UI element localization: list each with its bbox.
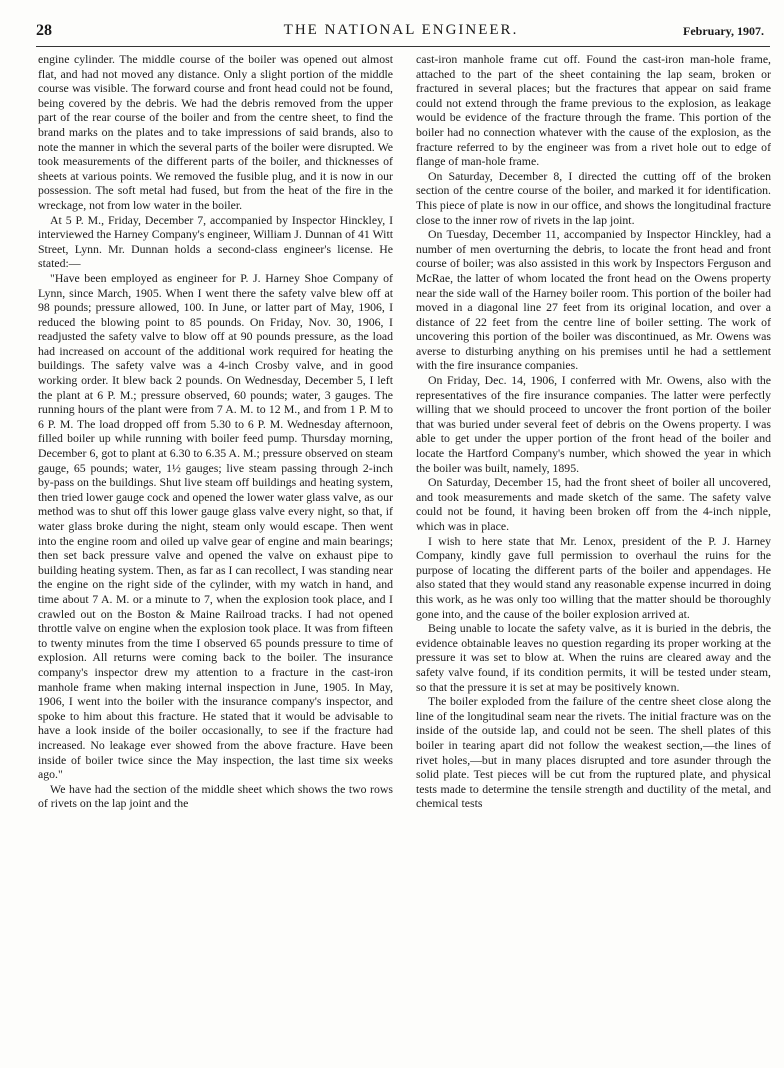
paragraph: At 5 P. M., Friday, December 7, accompanied by Inspector Hinckley, I interviewed the Harney Company's engineer, William J. Dunnan of 41 Witt Street, Lynn. Mr. Dunnan holds a second-class engineer's license. He stated:—: [38, 212, 393, 271]
journal-title: THE NATIONAL ENGINEER.: [283, 22, 519, 38]
left-column: [38, 52, 393, 1068]
paragraph: We have had the section of the middle sheet which shows the two rows of rivets on the lap joint and the: [38, 781, 393, 811]
issue-date: February, 1907.: [683, 24, 764, 38]
header-rule: [36, 46, 770, 47]
paragraph: The boiler exploded from the failure of the centre sheet close along the line of the longitudinal seam near the rivets. The initial fracture was on the inside of the outside lap, and could not be seen. The shell plates of this boiler in tearing apart did not follow the weakest section,—the lines of rivet holes,—but in many places disrupted and tore asunder through the solid plate. Test pieces will be cut from the ruptured plate, and physical tests made to determine the tensile strength and ductility of the metal, and chemical tests: [416, 694, 771, 811]
paragraph: On Friday, Dec. 14, 1906, I conferred with Mr. Owens, also with the representatives of the fire insurance companies. The latter were perfectly willing that we should proceed to uncover the front portion of the boiler that was buried under several feet of debris on the Owens property. I was able to get under the upper portion of the front head of the boiler and locate the Hartford Company's number, which showed the year in which the boiler was built, namely, 1895.: [416, 373, 771, 475]
paragraph: I wish to here state that Mr. Lenox, president of the P. J. Harney Company, kindly gave full permission to overhaul the ruins for the purpose of locating the different parts of the boiler and appendages. He also stated that they would stand any reasonable expense incurred in doing this work, as he was only too willing that the matter should be thoroughly gone into, and the cause of the boiler explosion arrived at.: [416, 533, 771, 621]
page-number: 28: [36, 22, 52, 39]
page-header: [36, 20, 766, 44]
right-column: [416, 52, 771, 1068]
paragraph: On Saturday, December 8, I directed the cutting off of the broken section of the centre course of the boiler, and marked it for identification. This piece of plate is now in our office, and shows the longitudinal fracture close to the inner row of rivets in the lap joint.: [416, 168, 771, 227]
paragraph: cast-iron manhole frame cut off. Found the cast-iron man-hole frame, attached to the part of the sheet containing the lap seam, broken or fractured in several places; but the fractures that appear on said frame could not extend through the frame previous to the explosion, as leakage would be evidence of the fracture through the frame. This portion of the boiler had no connection whatever with the cause of the explosion, as the fracture referred to by the engineer was from a rivet hole out to edge of flange of man-hole frame.: [416, 52, 771, 169]
paragraph: engine cylinder. The middle course of the boiler was opened out almost flat, and had not moved any distance. Only a slight portion of the middle course was visible. The forward course and front head could not be found, being covered by the debris. We had the debris removed from the upper part of the rear course of the boiler and from the centre sheet, to find the brand marks on the plates and to take impressions of said brands, also to note the manner in which the several parts of the boiler were disrupted. We took measurements of the different parts of the boiler, and thicknesses of sheets at various points. We removed the fusible plug, and it is now in our possession. The soft metal had fused, but from the heat of the fire in the wreckage, not from low water in the boiler.: [38, 52, 393, 212]
quoted-statement: "Have been employed as engineer for P. J. Harney Shoe Company of Lynn, since March, 1905. When I went there the safety valve blew off at 98 pounds; pressure allowed, 100. In June, or latter part of May, 1906, I reduced the blowing point to 85 pounds. On Friday, Nov. 30, 1906, I readjusted the safety valve to blow off at 90 pounds pressure, as the load had increased on account of the additional work required for heating the buildings. The safety valve was a 4-inch Crosby valve, and in good working order. It blew back 2 pounds. On Wednesday, December 5, I left the plant at 6 P. M.; pressure observed, 60 pounds; water, 3 gauges. The running hours of the plant were from 7 A. M. to 12 M., and from 1 P. M to 6 P. M. The load dropped off from 5.30 to 6 P. M. Wednesday afternoon, filled boiler up while running with boiler feed pump. Thursday morning, December 6, got to plant at 6.30 to 6.35 A. M.; pressure observed on steam gauge, 65 pounds; water, 1½ gauges; live steam passing through 2-inch by-pass on the buildings. Shut live steam off buildings and heating system, then tried lower gauge cock and opened the lower water glass valve, as our method was to shut off this lower gauge glass valve every night, so that, if water glass broke during the night, steam only would escape. Then went into the engine room and oiled up valve gear of engine and main bearings; then set back pressure valve and opened the valve on exhaust pipe to building heating system. Then, as far as I can recollect, I was standing near the engine on the right side of the cylinder, with my watch in hand, and time about 7 A. M. or a minute to 7, when the explosion took place, and I crawled out on the Boston & Maine Railroad tracks. I had not opened throttle valve on engine when the explosion took place. It was from fifteen to twenty minutes from the time I observed 65 pounds pressure to time of explosion. All returns were coming back to the boiler. The insurance company's inspector drew my attention to a fracture in the cast-iron manhole frame when making internal inspection in June, 1905. In May, 1906, I went into the boiler with the insurance company's inspector, and spoke to him about this fracture. He stated that it would be advisable to have a look inside of the boiler occasionally, to see if the fracture had increased. No leakage ever showed from the above fracture. Have been inside of boiler twice since the May inspection, the last time six weeks ago.": [38, 270, 393, 782]
paragraph: On Saturday, December 15, had the front sheet of boiler all uncovered, and took measurements and made sketch of the same. The safety valve could not be found, it having been broken off from the 4-inch nipple, which was in place.: [416, 475, 771, 533]
paragraph: On Tuesday, December 11, accompanied by Inspector Hinckley, had a number of men overturning the debris, to locate the front head and front course of boiler; was also assisted in this work by Inspectors Ferguson and McRae, the latter of whom located the front head on the Owens property near the side wall of the Harney boiler room. This portion of the boiler had moved in a diagonal line 27 feet from its original location, and over a distance of 22 feet from the centre line of boiler setting. The work of uncovering this portion of the boiler was discontinued, as Mr. Owens was averse to disturbing anything on his premises until he had a settlement with the fire insurance companies.: [416, 227, 771, 373]
paragraph: Being unable to locate the safety valve, as it is buried in the debris, the evidence obtainable leaves no question regarding its proper working at the pressure it was set to blow at. When the ruins are cleared away and the safety valve found, if its condition permits, it will be tested under steam, so that the pressure it is set at may be positively known.: [416, 621, 771, 694]
